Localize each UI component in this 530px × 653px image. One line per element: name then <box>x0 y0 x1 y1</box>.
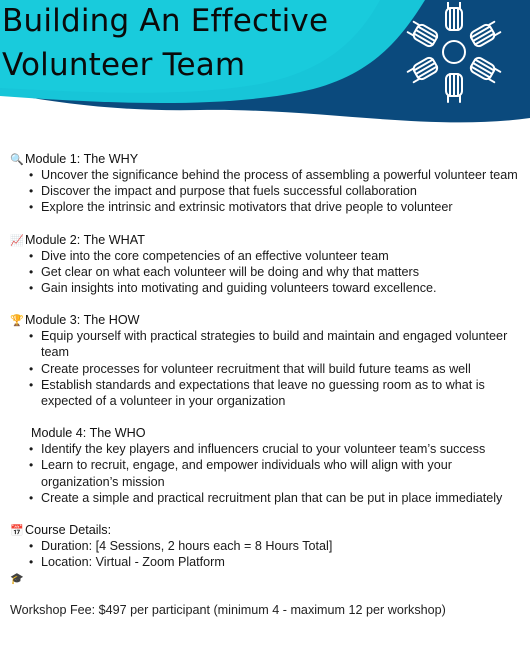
title-line-1: Building An Effective <box>2 3 329 39</box>
list-item: • Get clear on what each volunteer will be doing and why that matters <box>30 264 530 280</box>
hands-circle-teamwork-icon <box>396 2 512 106</box>
list-item: • Identify the key players and influencers crucial to your volunteer team’s success <box>30 441 530 457</box>
workshop-fee: Workshop Fee: $497 per participant (minimum 4 - maximum 12 per workshop) <box>10 603 446 618</box>
list-item: • Uncover the significance behind the process of assembling a powerful volunteer team <box>30 167 530 183</box>
course-content <box>0 151 530 619</box>
module-3 <box>10 312 530 409</box>
module-bullet-list <box>10 328 530 409</box>
calendar-icon: 📅 <box>10 525 24 538</box>
course-details-list <box>10 538 530 570</box>
list-item: • Explore the intrinsic and extrinsic motivators that drive people to volunteer <box>30 199 530 215</box>
trophy-icon: 🏆 <box>10 315 24 328</box>
module-bullet-list <box>10 167 530 216</box>
magnifier-icon: 🔍 <box>10 154 24 166</box>
list-item: • Discover the impact and purpose that fuels successful collaboration <box>30 183 530 199</box>
list-item: • Dive into the core competencies of an effective volunteer team <box>30 248 530 264</box>
module-heading: Module 4: The WHO <box>31 426 146 441</box>
module-heading: Module 3: The HOW <box>25 313 140 328</box>
header-banner <box>0 0 530 132</box>
module-bullet-list <box>10 441 530 506</box>
list-item: • Create processes for volunteer recruitment that will build future teams as well <box>30 361 530 377</box>
module-4 <box>10 425 530 506</box>
list-item: • Duration: [4 Sessions, 2 hours each = 8 Hours Total] <box>30 538 530 554</box>
chart-increasing-icon: 📈 <box>10 234 24 247</box>
list-item: • Learn to recruit, engage, and empower individuals who will align with your organization’s mission <box>30 457 530 489</box>
module-1 <box>10 151 530 216</box>
list-item: • Establish standards and expectations that leave no guessing room as to what is expected of a volunteer in your organization <box>30 377 530 409</box>
graduation-cap-icon: 🎓 <box>10 573 24 586</box>
course-details-heading: Course Details: <box>25 523 112 538</box>
module-bullet-list <box>10 248 530 297</box>
list-item: • Equip yourself with practical strategies to build and maintain and engaged volunteer team <box>30 328 530 360</box>
list-item: • Gain insights into motivating and guiding volunteers toward excellence. <box>30 280 530 296</box>
module-2 <box>10 232 530 297</box>
list-item: • Create a simple and practical recruitment plan that can be put in place immediately <box>30 490 530 506</box>
module-heading: Module 1: The WHY <box>25 152 139 166</box>
list-item: • Location: Virtual - Zoom Platform <box>30 554 530 570</box>
course-details <box>10 522 530 586</box>
title-line-2: Volunteer Team <box>2 47 246 83</box>
module-heading: Module 2: The WHAT <box>25 232 145 247</box>
